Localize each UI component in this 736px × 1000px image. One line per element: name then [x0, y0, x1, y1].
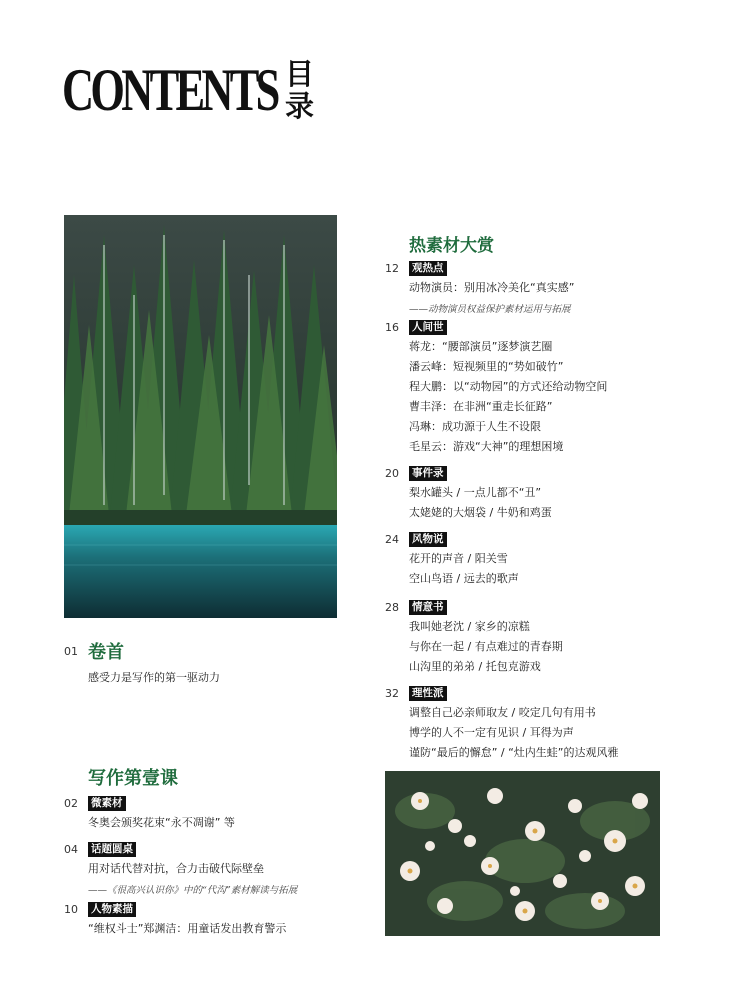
right-s5-tag: 情意书 [409, 600, 447, 615]
right-s1-line-0: 动物演员：别用冰冷美化“真实感” [409, 281, 575, 294]
white-flowers-image [385, 771, 660, 936]
right-s4-page-number: 24 [385, 533, 399, 546]
juanshou-line: 感受力是写作的第一驱动力 [88, 671, 220, 684]
writing-s2-sub: ——《很高兴认识你》中的“代沟”素材解读与拓展 [88, 885, 298, 896]
right-s3-page-number: 20 [385, 467, 399, 480]
contents-title: CONTENTS [62, 57, 277, 123]
right-s5-line-2: 山沟里的弟弟 / 托包克游戏 [409, 660, 541, 673]
forest-lake-image [64, 215, 337, 618]
writing-section-title: 写作第壹课 [88, 768, 178, 789]
writing-s2-line: 用对话代替对抗，合力击破代际壁垒 [88, 862, 264, 875]
mulu-char-2: 录 [285, 89, 315, 123]
right-s2-line-3: 曹丰泽：在非洲“重走长征路” [409, 400, 553, 413]
right-s6-line-1: 博学的人不一定有见识 / 耳得为声 [409, 726, 574, 739]
right-s2-tag: 人间世 [409, 320, 447, 335]
right-s6-line-0: 调整自己必亲师取友 / 咬定几句有用书 [409, 706, 596, 719]
right-s6-tag: 理性派 [409, 686, 447, 701]
right-s6-page-number: 32 [385, 687, 399, 700]
right-s2-page-number: 16 [385, 321, 399, 334]
right-s5-page-number: 28 [385, 601, 399, 614]
writing-s2-page-number: 04 [64, 843, 78, 856]
right-s3-line-0: 梨水罐头 / 一点儿都不“丑” [409, 486, 542, 499]
mulu-title [285, 58, 317, 122]
right-s2-line-2: 程大鹏：以“动物园”的方式还给动物空间 [409, 380, 608, 393]
writing-s1-tag: 微素材 [88, 796, 126, 811]
right-s6-line-2: 谨防“最后的懈怠” / “灶内生蛙”的达观风雅 [409, 746, 619, 759]
writing-s2-tag: 话题圆桌 [88, 842, 136, 857]
mulu-char-1: 目 [285, 57, 315, 91]
right-s3-line-1: 太姥姥的大烟袋 / 牛奶和鸡蛋 [409, 506, 552, 519]
writing-s3-tag: 人物素描 [88, 902, 136, 917]
right-s2-line-5: 毛星云：游戏“大神”的理想困境 [409, 440, 564, 453]
right-s4-line-1: 空山鸟语 / 远去的歌声 [409, 572, 519, 585]
right-s4-tag: 风物说 [409, 532, 447, 547]
right-s5-line-1: 与你在一起 / 有点难过的青春期 [409, 640, 563, 653]
juanshou-title: 卷首 [88, 642, 124, 663]
right-s3-tag: 事件录 [409, 466, 447, 481]
right-s5-line-0: 我叫她老沈 / 家乡的凉糕 [409, 620, 530, 633]
right-s1-sub: ——动物演员权益保护素材运用与拓展 [409, 304, 571, 315]
right-s1-tag: 观热点 [409, 261, 447, 276]
writing-s3-line: “维权斗士”郑渊洁：用童话发出教育警示 [88, 922, 287, 935]
writing-s1-page-number: 02 [64, 797, 78, 810]
right-s4-line-0: 花开的声音 / 阳关雪 [409, 552, 508, 565]
right-s2-line-0: 蒋龙：“腰部演员”逐梦演艺圈 [409, 340, 553, 353]
right-s2-line-1: 潘云峰：短视频里的“势如破竹” [409, 360, 564, 373]
writing-s1-line: 冬奥会颁奖花束“永不凋谢” 等 [88, 816, 235, 829]
right-s2-line-4: 冯琳：成功源于人生不设限 [409, 420, 541, 433]
hot-material-title: 热素材大赏 [409, 236, 494, 256]
right-s1-page-number: 12 [385, 262, 399, 275]
juanshou-page-number: 01 [64, 645, 78, 658]
writing-s3-page-number: 10 [64, 903, 78, 916]
